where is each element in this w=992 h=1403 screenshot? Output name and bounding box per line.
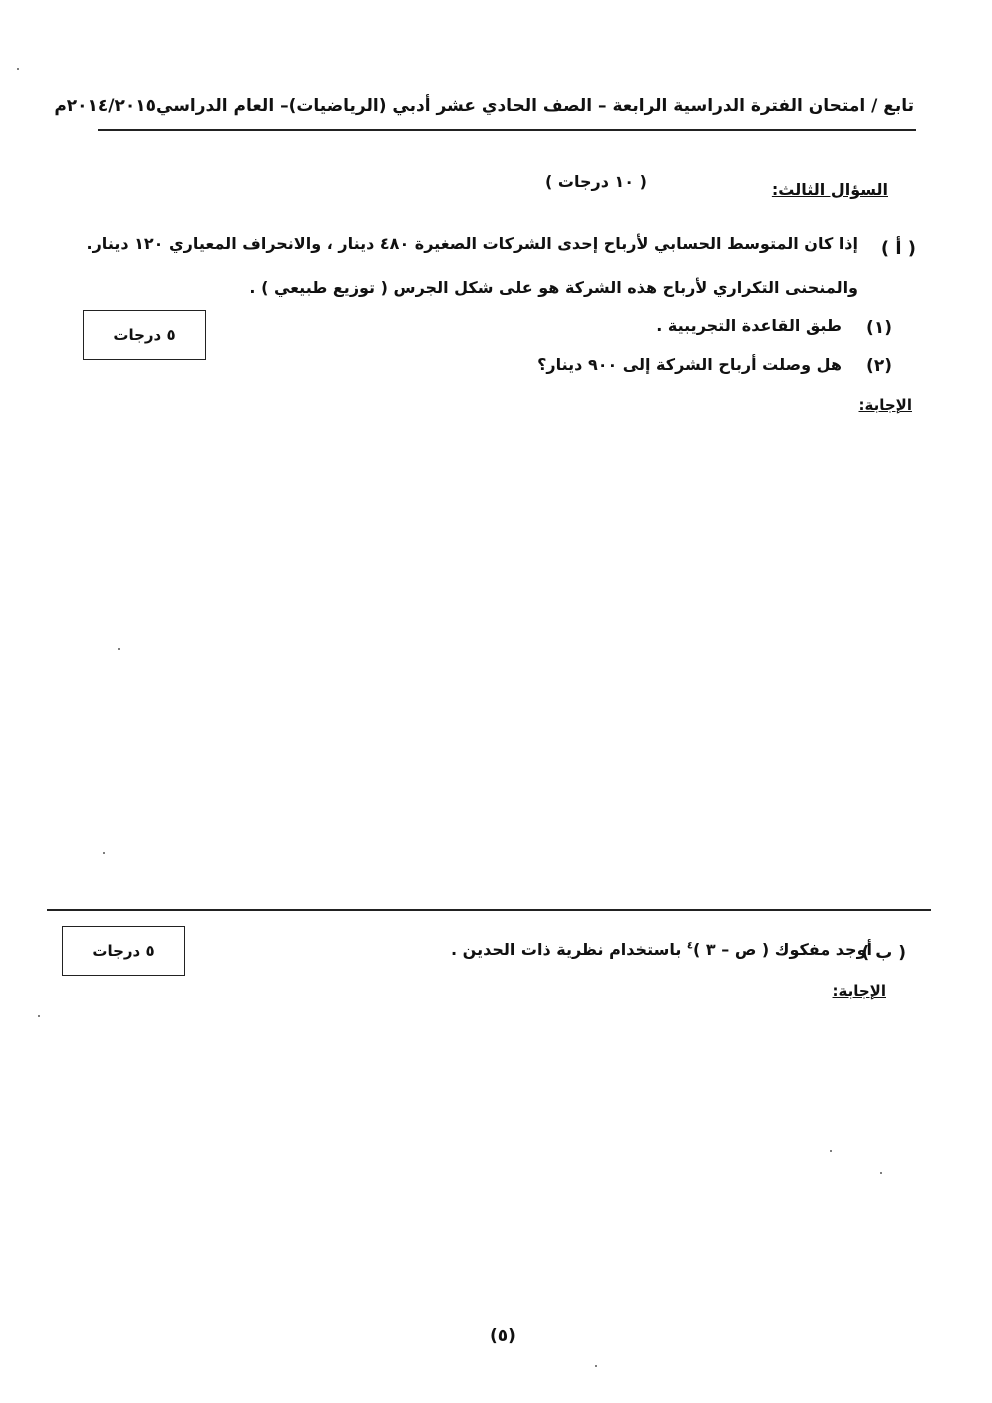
part-b-text-before: أوجد مفكوك ( ص – ٣ ) — [693, 940, 872, 959]
part-a-line-2: والمنحنى التكراري لأرباح هذه الشركة هو على شكل الجرس ( توزيع طبيعي ) . — [249, 278, 858, 297]
sub-question-1-text: طبق القاعدة التجريبية . — [656, 316, 842, 335]
scan-speck — [880, 1172, 882, 1174]
part-b-exponent: ٤ — [686, 940, 694, 952]
part-b-text — [272, 940, 872, 959]
scan-speck — [595, 1365, 597, 1367]
part-a-label: ( أ ) — [880, 238, 916, 259]
sub-question-2-number: (٢) — [866, 356, 892, 376]
page-number: (٥) — [490, 1326, 516, 1346]
part-a-answer-label: الإجابة: — [858, 396, 912, 414]
scan-speck — [38, 1015, 40, 1017]
part-a-line-1: إذا كان المتوسط الحسابي لأرباح إحدى الشركات الصغيرة ٤٨٠ دينار ، والانحراف المعياري ١٢٠ دينار. — [86, 234, 858, 253]
question-total-marks: ( ١٠ درجات ) — [545, 172, 647, 191]
scan-speck — [17, 68, 19, 70]
scan-speck — [118, 648, 120, 650]
exam-header: تابع / امتحان الفترة الدراسية الرابعة – الصف الحادي عشر أدبي (الرياضيات)– العام الدراسي٢٠١٤/٢٠١٥م — [54, 96, 914, 116]
part-b-label: ( ب ) — [861, 943, 906, 963]
part-a-marks-box — [83, 310, 206, 360]
question-title: السؤال الثالث: — [771, 180, 888, 199]
header-divider — [98, 129, 916, 131]
section-divider — [47, 909, 931, 911]
part-b-answer-label: الإجابة: — [832, 982, 886, 1000]
part-a-marks: ٥ درجات — [113, 326, 176, 344]
part-b-marks: ٥ درجات — [92, 942, 155, 960]
sub-question-1-number: (١) — [866, 318, 892, 338]
scan-speck — [830, 1150, 832, 1152]
sub-question-2-text: هل وصلت أرباح الشركة إلى ٩٠٠ دينار؟ — [537, 355, 842, 374]
part-b-text-after: باستخدام نظرية ذات الحدين . — [451, 940, 682, 959]
part-b-marks-box — [62, 926, 185, 976]
scan-speck — [103, 852, 105, 854]
